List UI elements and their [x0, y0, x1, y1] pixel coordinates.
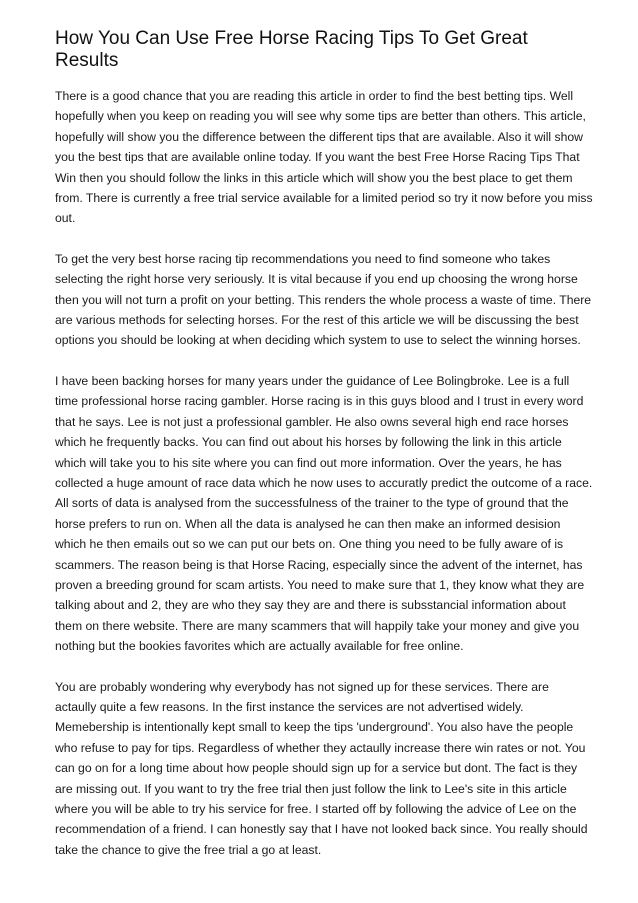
document-title: How You Can Use Free Horse Racing Tips To Get Great Results	[55, 28, 528, 71]
paragraph-2: To get the very best horse racing tip recommendations you need to find someone who takes selecting the right horse very seriously. It is vital because if you end up choosing the wrong horse then you will not turn a profit on your betting. This renders the whole process a waste of time. There are various methods for selecting horses. For the rest of this article we will be discussing the best options you should be looking at when deciding which system to use to select the winning horses.	[55, 251, 592, 348]
document-page	[55, 28, 593, 860]
paragraph-3: I have been backing horses for many years under the guidance of Lee Bolingbroke. Lee is a full time professional horse racing gambler. Horse racing is in this guys blood and I trust in every word that he says. Lee is not just a professional gambler. He also owns several high end race horses which he frequently backs. You can find out about his horses by following the link in this article which will take you to his site where you can find out more information. Over the years, he has collected a huge amount of race data which he now uses to accuratly predict the outcome of a race. All sorts of data is analysed from the successfulness of the trainer to the type of ground that the horse prefers to run on. When all the data is analysed he can then make an informed desision which he then emails out so we can put our bets on. One thing you need to be fully aware of is scammers. The reason being is that Horse Racing, especially since the advent of the internet, has proven a breeding ground for scam artists. You need to make sure that 1, they know what they are talking about and 2, they are who they say they are and there is subsstancial information about them on there website. There are many scammers that will happily take your money and give you nothing but the bookies favorites which are actually available for free online.	[55, 373, 593, 654]
paragraph-4: You are probably wondering why everybody has not signed up for these services. There are actaully quite a few reasons. In the first instance the services are not advertised widely. Memebership is intentionally kept small to keep the tips 'underground'. You also have the people who refuse to pay for tips. Regardless of whether they actaully increase there win rates or not. You can go on for a long time about how people should sign up for a service but dont. The fact is they are missing out. If you want to try the free trial then just follow the link to Lee's site in this article where you will be able to try his service for free. I started off by following the advice of Lee on the recommendation of a friend. I can honestly say that I have not looked back since. You really should take the chance to give the free trial a go at least.	[55, 679, 588, 857]
paragraph-1: There is a good chance that you are reading this article in order to find the best betting tips. Well hopefully when you keep on reading you will see why some tips are better than others. This article, hopefully will show you the difference between the different tips that are available. Also it will show you the best tips that are available online today. If you want the best Free Horse Racing Tips That Win then you should follow the links in this article which will show you the best place to get them from. There is currently a free trial service available for a limited period so try it now before you miss out.	[55, 89, 593, 226]
